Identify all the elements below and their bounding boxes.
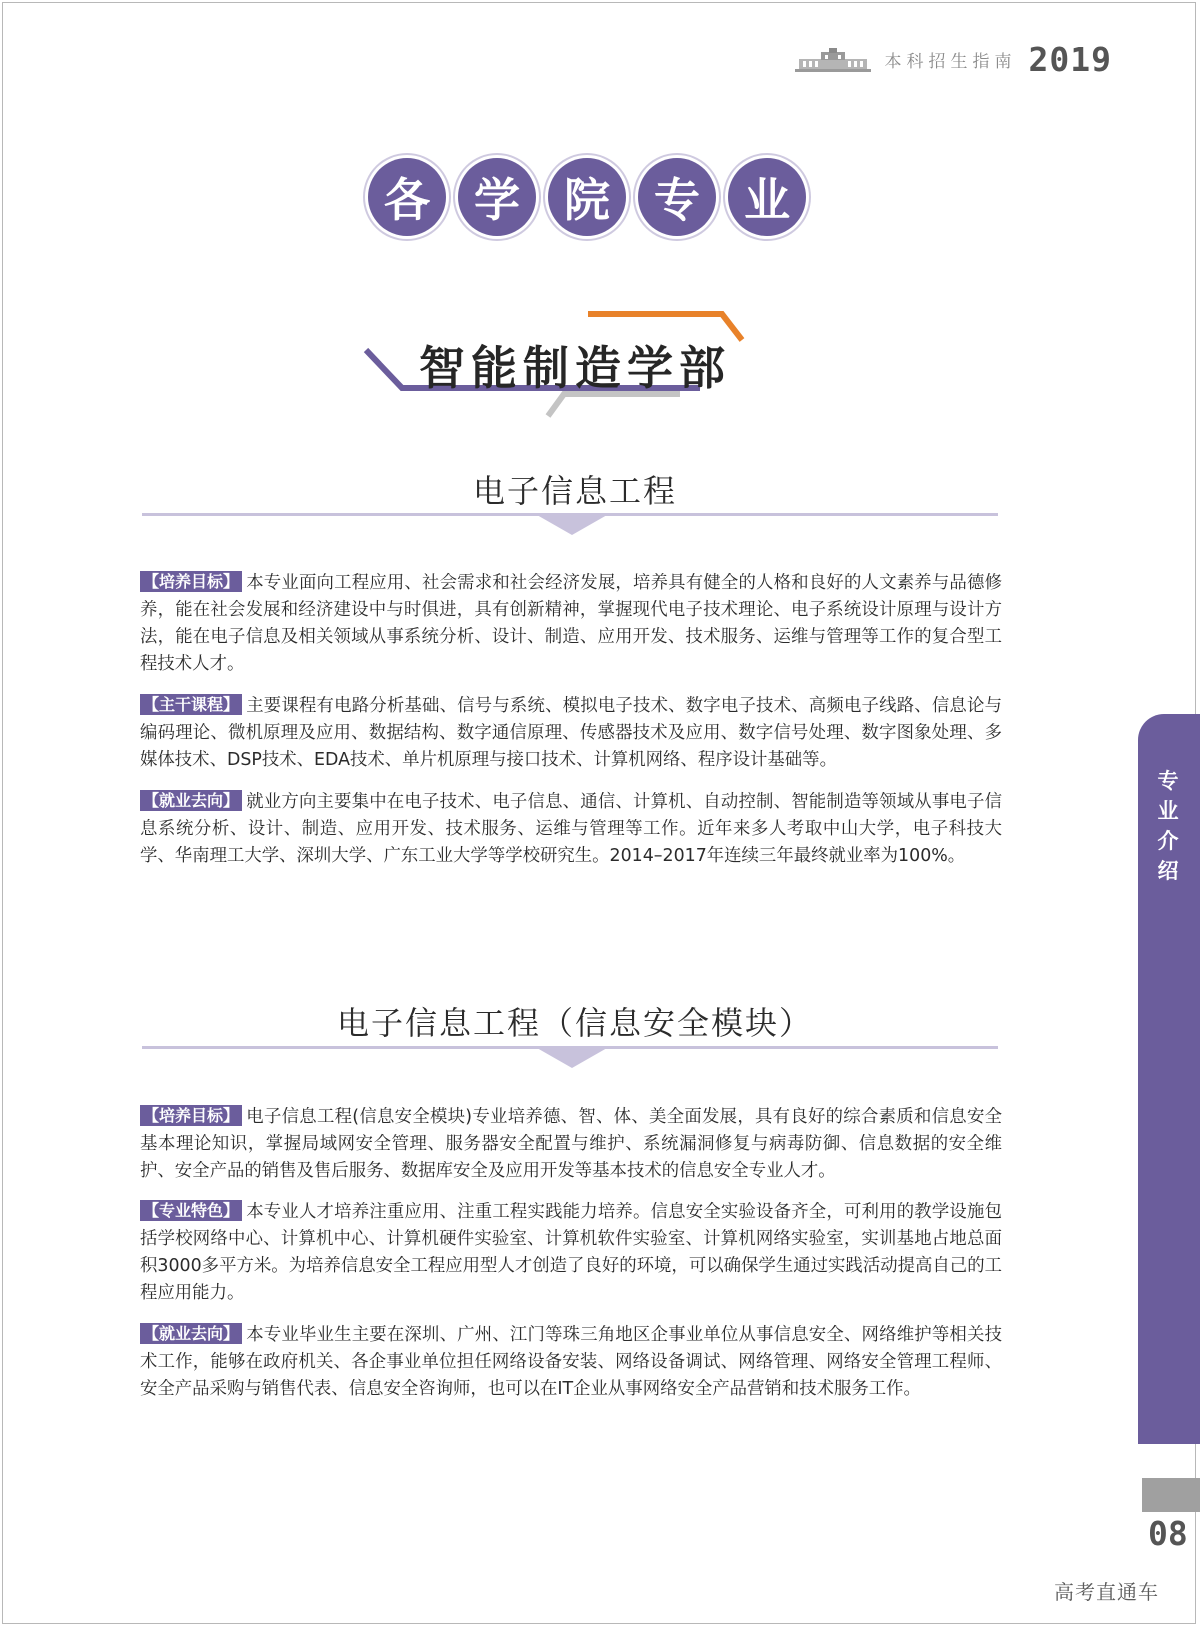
paragraph-tag: 【培养目标】 <box>140 571 242 592</box>
section-title: 电子信息工程 <box>472 472 677 510</box>
paragraph <box>140 1104 1002 1185</box>
section-title: 电子信息工程（信息安全模块） <box>336 1004 813 1042</box>
building-icon <box>793 47 873 73</box>
department-title: 智能制造学部 <box>419 341 731 395</box>
paragraph-text: 本专业面向工程应用、社会需求和社会经济发展，培养具有健全的人格和良好的人文素养与品德修养，能在社会发展和经济建设中与时俱进，具有创新精神，掌握现代电子技术理论、电子系统设计原理与设计方法，能在电子信息及相关领域从事系统分析、设计、制造、应用开发、技术服务、运维与管理等工作的复合型工程技术人才。 <box>140 573 1002 674</box>
section-arrow-icon <box>537 515 607 535</box>
paragraph-text: 本专业毕业生主要在深圳、广州、江门等珠三角地区企事业单位从事信息安全、网络维护等相关技术工作，能够在政府机关、各企事业单位担任网络设备安装、网络设备调试、网络管理、网络安全管理工程师、安全产品采购与销售代表、信息安全咨询师，也可以在IT企业从事网络安全产品营销和技术服务工作。 <box>140 1325 1002 1399</box>
side-tab-char: 专 <box>1157 769 1179 793</box>
paragraph-tag: 【主干课程】 <box>140 694 242 715</box>
side-tab-char: 绍 <box>1157 859 1179 883</box>
watermark: 高考直通车 <box>1054 1580 1159 1604</box>
title-char: 院 <box>548 158 626 236</box>
paragraph-text: 主要课程有电路分析基础、信号与系统、模拟电子技术、数字电子技术、高频电子线路、信息论与编码理论、微机原理及应用、数据结构、数字通信原理、传感器技术及应用、数字信号处理、数字图象处理、多媒体技术、DSP技术、EDA技术、单片机原理与接口技术、计算机网络、程序设计基础等。 <box>140 696 1002 770</box>
paragraph <box>140 570 1002 678</box>
paragraph-tag: 【就业去向】 <box>140 1323 242 1344</box>
paragraph <box>140 789 1002 870</box>
paragraph-text: 本专业人才培养注重应用、注重工程实践能力培养。信息安全实验设备齐全，可利用的教学设施包括学校网络中心、计算机中心、计算机硬件实验室、计算机软件实验室、计算机网络实验室，实训基地占地总面积3000多平方米。为培养信息安全工程应用型人才创造了良好的环境，可以确保学生通过实践活动提高自己的工程应用能力。 <box>140 1202 1002 1303</box>
paragraph-tag: 【专业特色】 <box>140 1200 242 1221</box>
title-char: 学 <box>458 158 536 236</box>
paragraph <box>140 693 1002 774</box>
paragraph <box>140 1199 1002 1307</box>
title-char: 各 <box>368 158 446 236</box>
page-title <box>368 158 806 236</box>
page-header <box>793 40 1112 79</box>
side-tab-char: 介 <box>1157 829 1179 853</box>
title-char: 业 <box>728 158 806 236</box>
paragraph <box>140 1322 1002 1403</box>
paragraph-tag: 【培养目标】 <box>140 1105 242 1126</box>
side-tab-label <box>1148 766 1188 886</box>
paragraph-tag: 【就业去向】 <box>140 790 242 811</box>
page-number: 08 <box>1148 1514 1188 1553</box>
guide-title: 本科招生指南 <box>884 52 1017 72</box>
title-char: 专 <box>638 158 716 236</box>
side-tab-char: 业 <box>1157 799 1179 823</box>
section-arrow-icon <box>537 1048 607 1068</box>
paragraph-text: 电子信息工程(信息安全模块)专业培养德、智、体、美全面发展，具有良好的综合素质和信息安全基本理论知识，掌握局域网安全管理、服务器安全配置与维护、系统漏洞修复与病毒防御、信息数据的安全维护、安全产品的销售及售后服务、数据库安全及应用开发等基本技术的信息安全专业人才。 <box>140 1107 1002 1181</box>
guide-year: 2019 <box>1028 40 1112 79</box>
paragraph-text: 就业方向主要集中在电子技术、电子信息、通信、计算机、自动控制、智能制造等领域从事电子信息系统分析、设计、制造、应用开发、技术服务、运维与管理等工作。近年来多人考取中山大学，电子科技大学、华南理工大学、深圳大学、广东工业大学等学校研究生。2014–2017年连续三年最终就业率为100%。 <box>140 792 1002 866</box>
page-number-block <box>1142 1478 1200 1512</box>
